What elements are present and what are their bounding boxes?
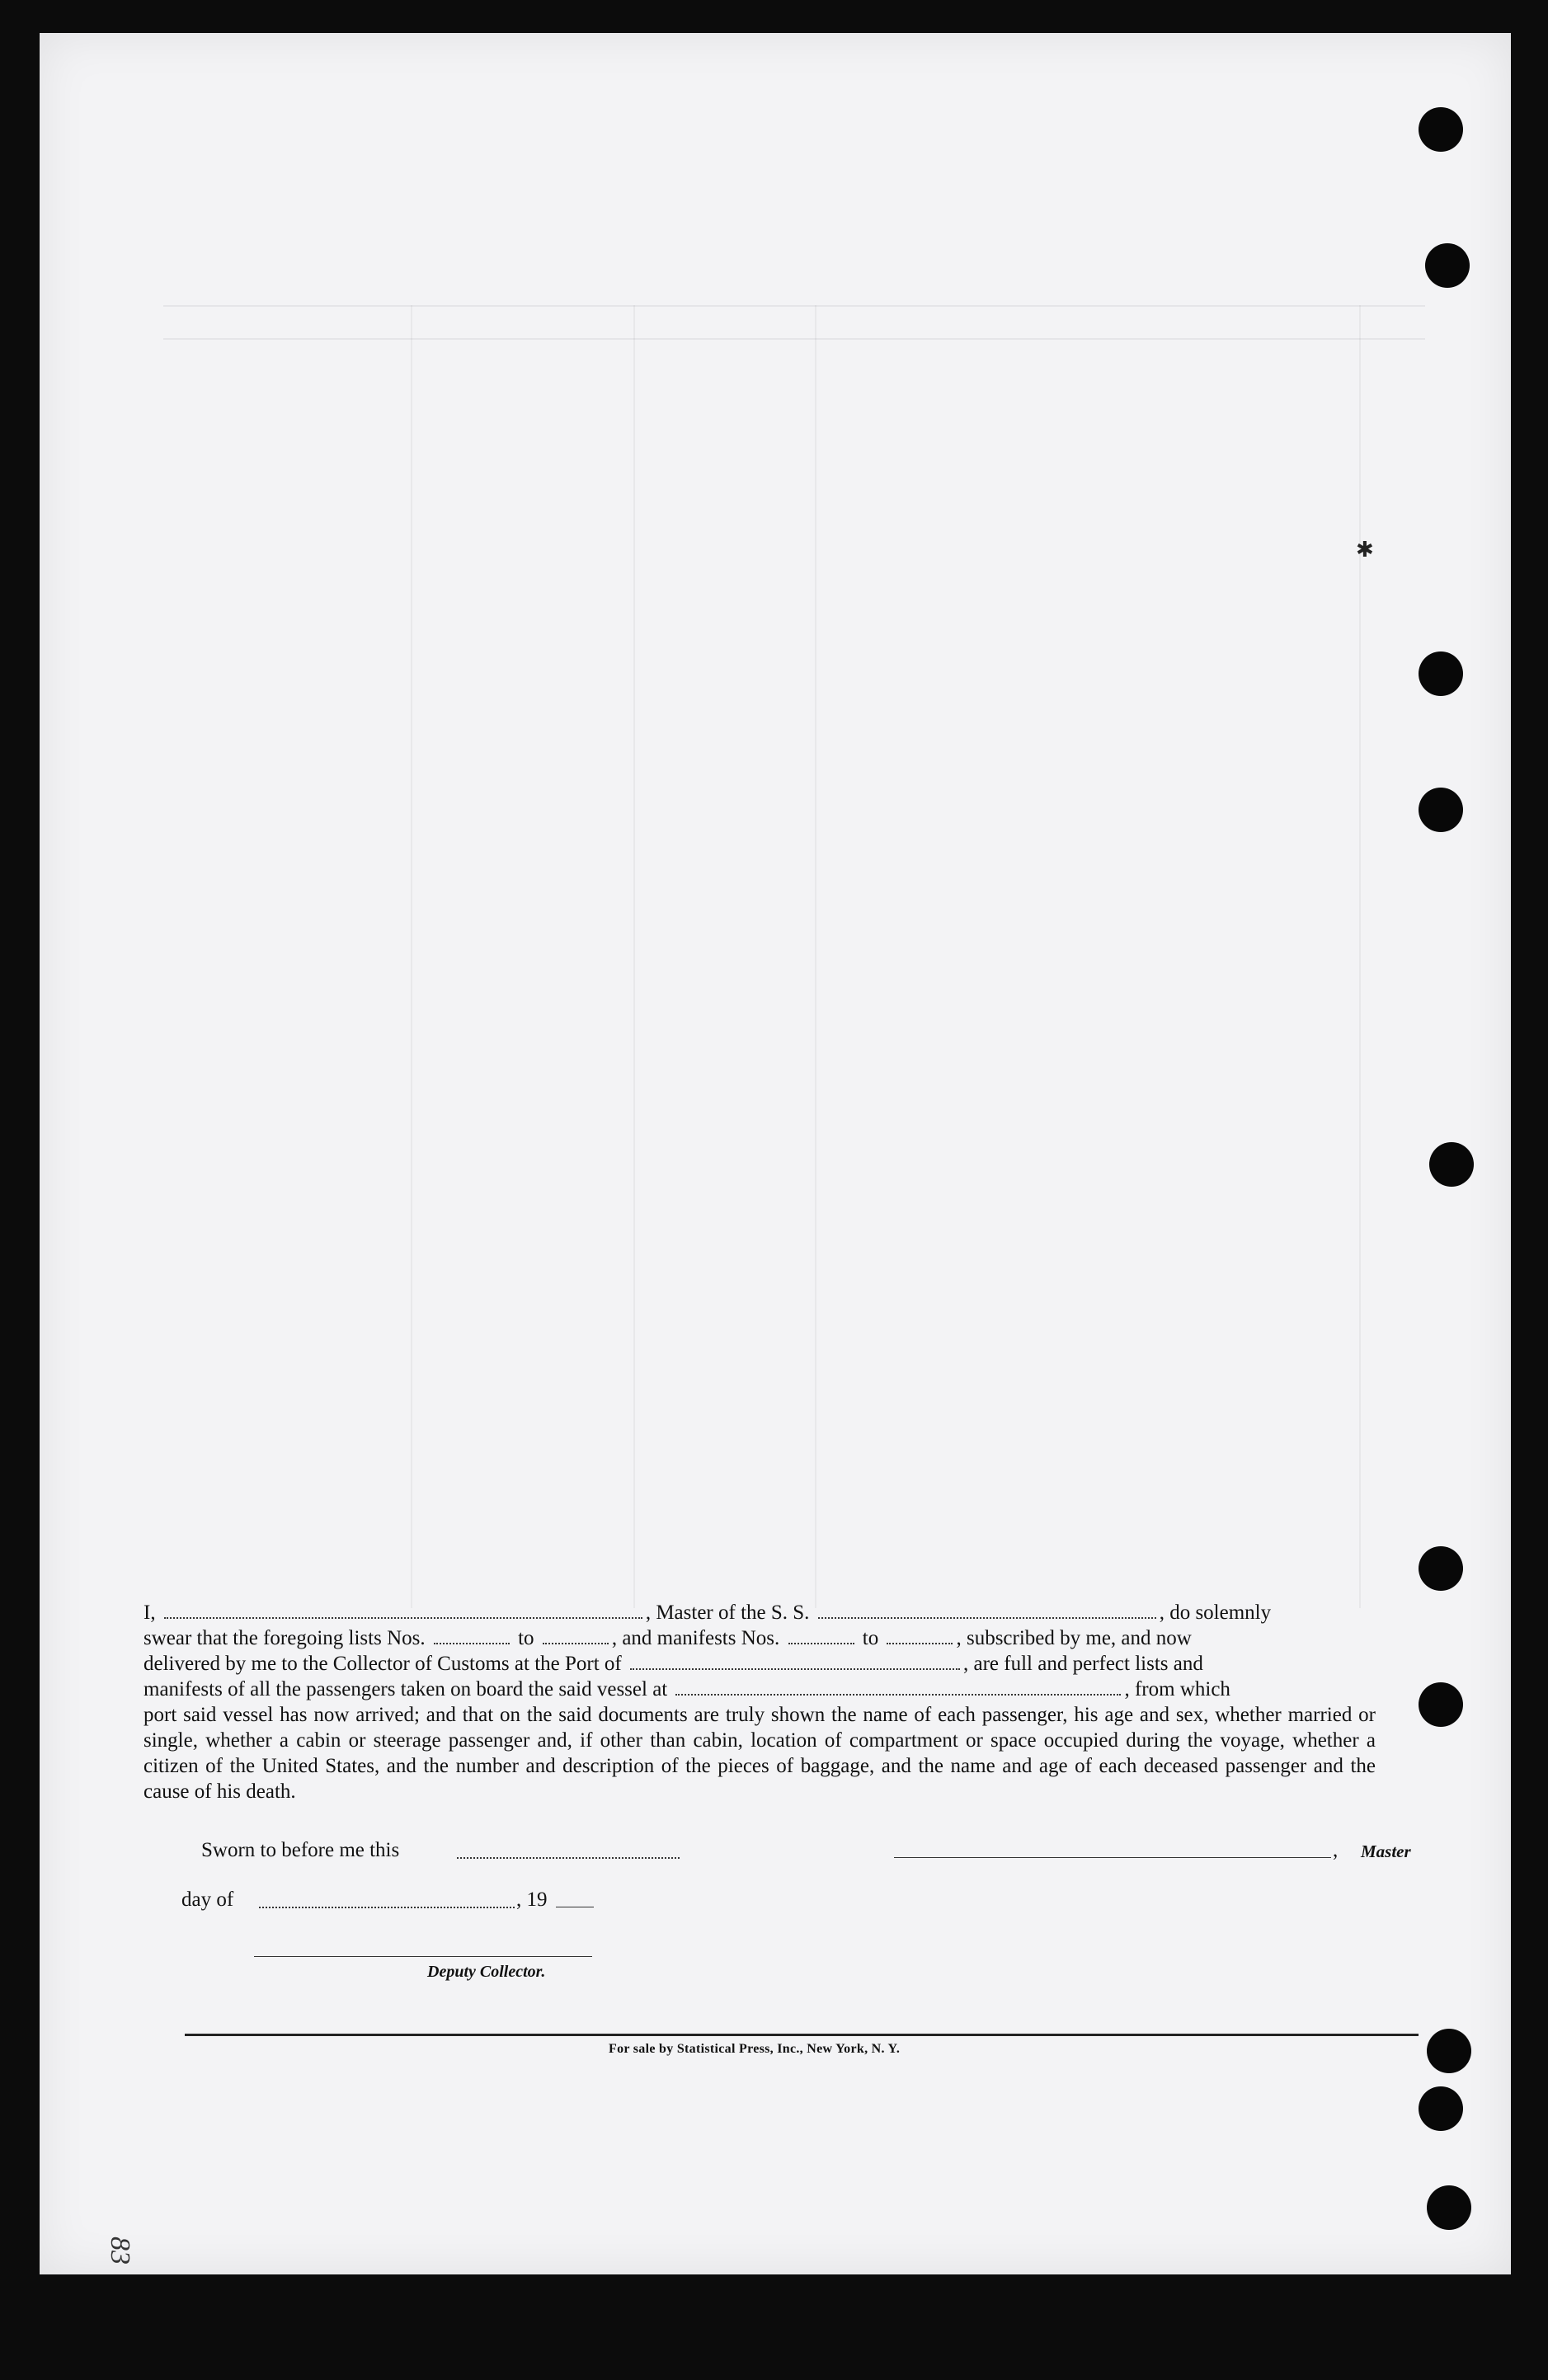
oath-text: to — [862, 1627, 879, 1649]
punch-hole — [1425, 243, 1470, 288]
oath-text: to — [518, 1627, 534, 1649]
punch-hole — [1419, 2086, 1463, 2131]
bleed-through-rule — [163, 338, 1425, 340]
punch-hole — [1429, 1142, 1474, 1187]
sworn-date-blank[interactable] — [457, 1857, 680, 1859]
oath-text: , from which — [1124, 1678, 1230, 1700]
document-page — [40, 33, 1511, 2274]
punch-hole — [1419, 1546, 1463, 1591]
manifest-from-blank[interactable] — [788, 1643, 854, 1644]
bleed-through-column — [411, 305, 412, 1608]
oath-body: port said vessel has now arrived; and that on the said documents are truly shown the name of each passenger, his age and sex, whether married or single, whether a cabin or steerage passenger and, if other than cabin, location of compartment or space occupied during the voyage, whether a citizen of the United States, and the number and description of the pieces of baggage, and the name and age of each deceased passenger and the cause of his death. — [144, 1704, 1376, 1803]
oath-line-1 — [144, 1600, 1376, 1625]
bleed-through-column — [633, 305, 635, 1608]
footer-rule — [185, 2034, 1419, 2036]
printer-imprint: For sale by Statistical Press, Inc., New York, N. Y. — [609, 2042, 901, 2056]
oath-text: I, — [144, 1602, 156, 1624]
list-from-blank[interactable] — [434, 1643, 510, 1644]
deputy-collector-label: Deputy Collector. — [427, 1963, 546, 1981]
manifest-to-blank[interactable] — [887, 1643, 953, 1644]
punch-hole — [1419, 788, 1463, 832]
oath-text: , Master of the S. S. — [645, 1602, 810, 1624]
year-prefix: , 19 — [516, 1888, 548, 1911]
ink-speck: ✱ — [1356, 538, 1374, 562]
list-to-blank[interactable] — [543, 1643, 609, 1644]
oath-text: , do solemnly — [1159, 1602, 1272, 1624]
sworn-label: Sworn to before me this — [201, 1839, 400, 1861]
bleed-through-rule — [163, 305, 1425, 307]
bleed-through-column — [1359, 305, 1361, 1608]
oath-text: delivered by me to the Collector of Customs at the Port of — [144, 1653, 622, 1675]
punch-hole — [1427, 2029, 1471, 2073]
day-of-label: day of — [181, 1888, 234, 1911]
oath-line-3 — [144, 1651, 1376, 1677]
oath-text: , are full and perfect lists and — [963, 1653, 1203, 1675]
departure-port-blank[interactable] — [675, 1694, 1121, 1696]
punch-hole — [1419, 1682, 1463, 1727]
master-name-blank[interactable] — [164, 1617, 642, 1619]
month-blank[interactable] — [259, 1907, 515, 1908]
deputy-signature-line[interactable] — [254, 1956, 592, 1957]
punch-hole — [1419, 107, 1463, 152]
oath-text: , and manifests Nos. — [611, 1627, 780, 1649]
bleed-through-column — [815, 305, 816, 1608]
master-label: Master — [1361, 1841, 1411, 1861]
oath-text: , subscribed by me, and now — [956, 1627, 1192, 1649]
pencil-note: 83 — [105, 2237, 135, 2265]
oath-line-4 — [144, 1677, 1376, 1702]
punch-hole — [1427, 2185, 1471, 2230]
port-blank[interactable] — [630, 1668, 960, 1670]
punch-hole — [1419, 651, 1463, 696]
oath-text: swear that the foregoing lists Nos. — [144, 1627, 426, 1649]
master-signature-line[interactable] — [894, 1857, 1331, 1858]
comma: , — [1333, 1839, 1339, 1861]
vessel-name-blank[interactable] — [818, 1617, 1156, 1619]
oath-line-2 — [144, 1625, 1376, 1651]
oath-text: manifests of all the passengers taken on board the said vessel at — [144, 1678, 668, 1700]
oath-statement — [144, 1600, 1376, 1804]
